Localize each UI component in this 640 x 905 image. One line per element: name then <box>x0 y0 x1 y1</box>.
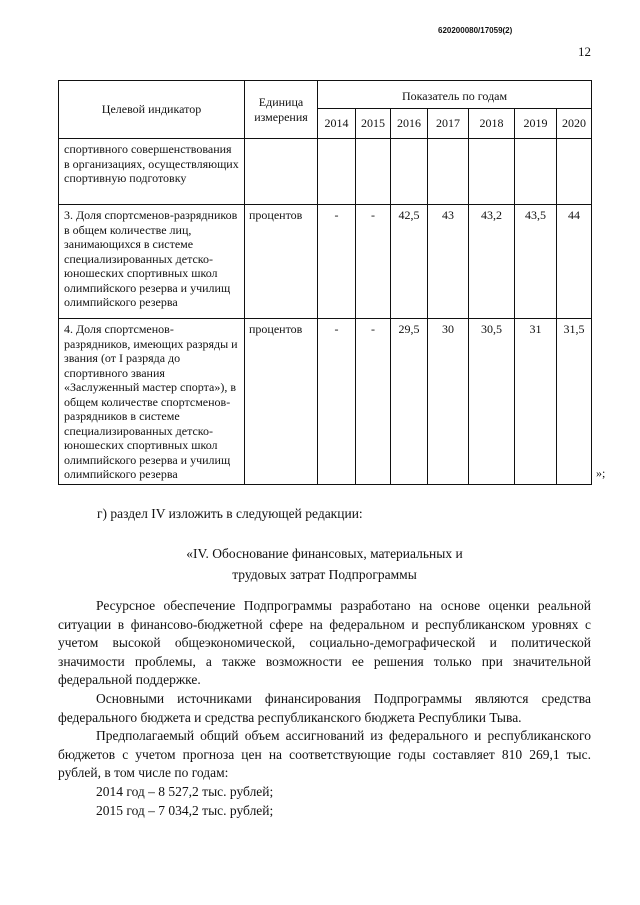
table-row <box>59 319 592 485</box>
value-cell <box>318 139 356 205</box>
paragraph: Предполагаемый общий объем ассигнований из федерального и республиканского бюджетов с учетом прогноза цен на соответствующие годы составляет 810 269,1 тыс. рублей, в том числе по годам: <box>58 728 591 781</box>
value-cell: 30,5 <box>469 319 515 485</box>
unit-cell: процентов <box>245 319 318 485</box>
indicator-table <box>58 80 592 485</box>
value-cell: 30 <box>428 319 469 485</box>
value-cell: 29,5 <box>391 319 428 485</box>
value-cell: - <box>356 319 391 485</box>
value-cell: 43,5 <box>515 205 557 319</box>
header-unit: Единица измерения <box>245 81 318 139</box>
value-cell <box>515 139 557 205</box>
header-year: 2019 <box>515 109 557 139</box>
unit-cell: процентов <box>245 205 318 319</box>
header-year: 2020 <box>557 109 592 139</box>
header-year: 2017 <box>428 109 469 139</box>
section-heading-line: «IV. Обоснование финансовых, материальных и <box>186 546 463 561</box>
section-intro: г) раздел IV изложить в следующей редакции: <box>97 506 363 521</box>
value-cell: - <box>356 205 391 319</box>
value-cell <box>469 139 515 205</box>
page-number: 12 <box>578 44 591 59</box>
indicator-cell: 3. Доля спортсменов-разрядников в общем количестве лиц, занимающихся в системе специализированных детско-юношеских спортивных школ олимпийского резерва и училищ олимпийского резерва <box>59 205 245 319</box>
header-year: 2016 <box>391 109 428 139</box>
header-indicator: Целевой индикатор <box>59 81 245 139</box>
header-year: 2014 <box>318 109 356 139</box>
header-year: 2018 <box>469 109 515 139</box>
value-cell: 31,5 <box>557 319 592 485</box>
document-code: 620200080/17059(2) <box>438 26 513 35</box>
header-values: Показатель по годам <box>318 81 592 109</box>
unit-cell <box>245 139 318 205</box>
value-cell: 31 <box>515 319 557 485</box>
section-heading <box>58 543 591 585</box>
value-cell <box>391 139 428 205</box>
table-closing-mark: »; <box>596 466 606 480</box>
section-heading-line: трудовых затрат Подпрограммы <box>232 567 417 582</box>
value-cell: 43 <box>428 205 469 319</box>
paragraph: Основными источниками финансирования Подпрограммы являются средства федерального бюджета и средства республиканского бюджета Республики Тыва. <box>58 690 591 725</box>
value-cell <box>356 139 391 205</box>
value-cell: - <box>318 205 356 319</box>
paragraph: Ресурсное обеспечение Подпрограммы разработано на основе оценки реальной ситуации в финансово-бюджетной сфере на федеральном и республиканском уровнях с учетом высокой общеэкономической, социально-демографической и политической значимости проблемы, а также возможности ее решения только при значительной федеральной поддержке. <box>58 598 591 688</box>
year-line: 2015 год – 7 034,2 тыс. рублей; <box>96 802 274 818</box>
year-line: 2014 год – 8 527,2 тыс. рублей; <box>96 783 274 799</box>
value-cell: 43,2 <box>469 205 515 319</box>
header-year: 2015 <box>356 109 391 139</box>
value-cell: 42,5 <box>391 205 428 319</box>
body-text <box>58 597 591 820</box>
value-cell: - <box>318 319 356 485</box>
table-row <box>59 205 592 319</box>
value-cell: 44 <box>557 205 592 319</box>
indicator-cell: 4. Доля спортсменов-разрядников, имеющих разряды и звания (от I разряда до спортивного звания «Заслуженный мастер спорта»), в общем количестве спортсменов-разрядников в системе специализированных детско-юношеских спортивных школ олимпийского резерва и училищ олимпийского резерва <box>59 319 245 485</box>
table-row <box>59 139 592 205</box>
value-cell <box>557 139 592 205</box>
value-cell <box>428 139 469 205</box>
indicator-cell: спортивного совершенствования в организациях, осуществляющих спортивную подготовку <box>59 139 245 205</box>
